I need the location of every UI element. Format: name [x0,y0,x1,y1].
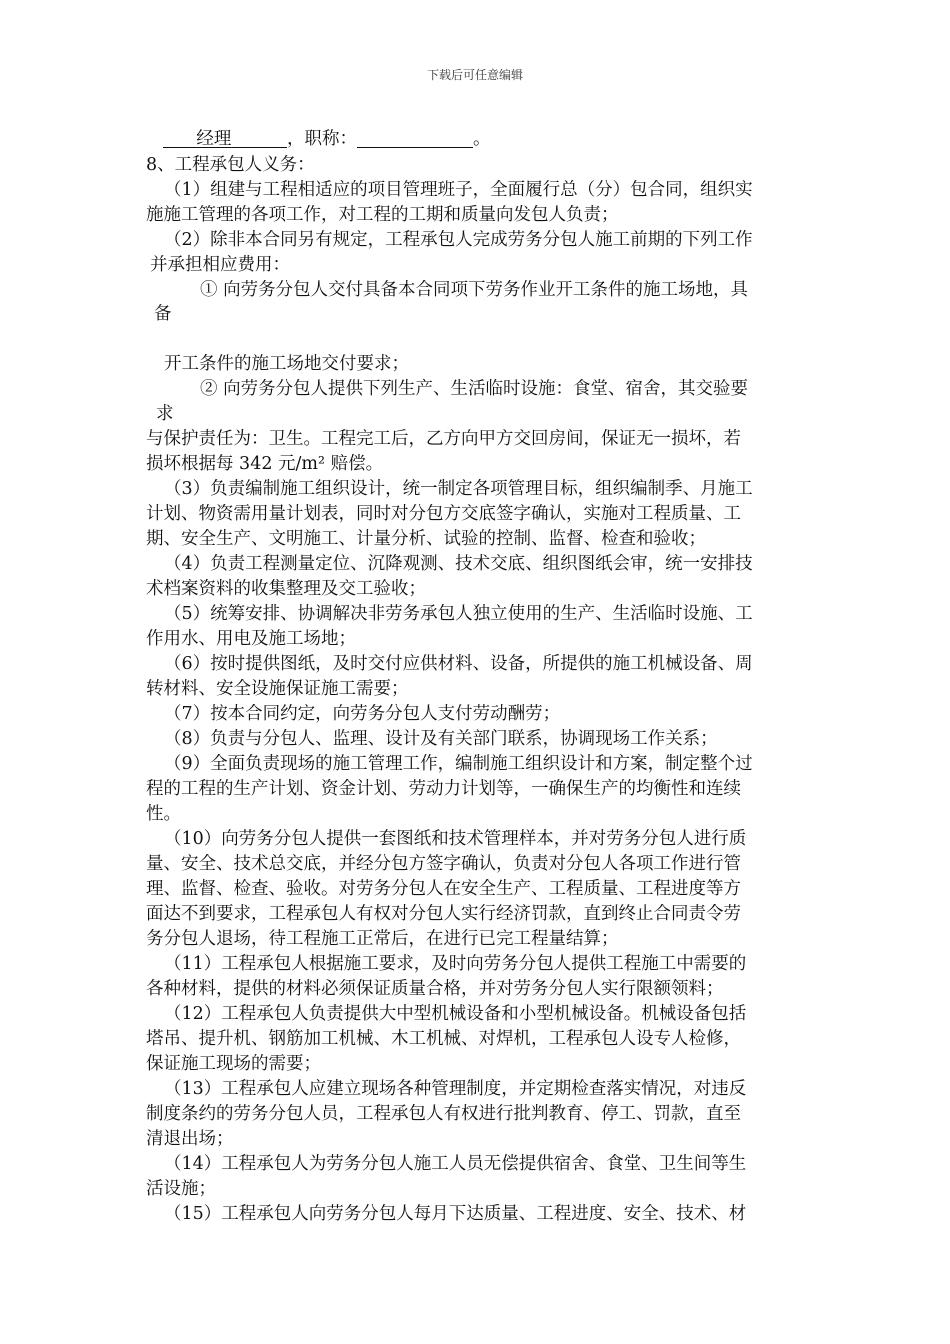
paragraph-line: （4）负责工程测量定位、沉降观测、技术交底、组织图纸会审，统一安排技 [164,554,753,574]
paragraph-line: （8）负责与分包人、监理、设计及有关部门联系，协调现场工作关系； [164,729,718,749]
paragraph-line: 各种材料，提供的材料必须保证质量合格，并对劳务分包人实行限额领料； [146,979,724,999]
paragraph-line: 性。 [146,804,181,824]
paragraph-line: （7）按本合同约定，向劳务分包人支付劳动酬劳； [164,704,561,724]
paragraph-line: 术档案资料的收集整理及交工验收； [146,579,426,599]
paragraph-line: （11）工程承包人根据施工要求，及时向劳务分包人提供工程施工中需要的 [164,954,747,974]
paragraph-line: （5）统筹安排、协调解决非劳务承包人独立使用的生产、生活临时设施、工 [164,604,753,624]
paragraph-line: （9）全面负责现场的施工管理工作，编制施工组织设计和方案，制定整个过 [164,754,753,774]
paragraph-line: 期、安全生产、文明施工、计量分析、试验的控制、监督、检查和验收； [146,529,706,549]
paragraph-line: 求 [156,404,174,424]
paragraph-line: 量、安全、技术总交底，并经分包方签字确认，负责对分包人各项工作进行管 [146,854,741,874]
paragraph-line: 程的工程的生产计划、资金计划、劳动力计划等，一确保生产的均衡性和连续 [146,779,741,799]
paragraph-line: 活设施； [146,1179,216,1199]
paragraph-line: 损坏根据每 342 元/m² 赔偿。 [146,454,384,474]
paragraph-line: 务分包人退场，待工程施工正常后，在进行已完工程量结算； [146,929,619,949]
paragraph-line: 清退出场； [146,1129,234,1149]
paragraph-line: （13）工程承包人应建立现场各种管理制度，并定期检查落实情况，对违反 [164,1079,747,1099]
manager-title-line [163,127,491,151]
paragraph-line: 转材料、安全设施保证施工需要； [146,679,409,699]
paragraph-line: 计划、物资需用量计划表，同时对分包方交底签字确认，实施对工程质量、工 [146,504,741,524]
paragraph-line: 并承担相应费用： [150,255,290,275]
paragraph-line: 保证施工现场的需要； [146,1054,321,1074]
paragraph-line: ② 向劳务分包人提供下列生产、生活临时设施：食堂、宿舍，其交验要 [200,379,749,399]
paragraph-line: （10）向劳务分包人提供一套图纸和技术管理样本，并对劳务分包人进行质 [164,829,747,849]
paragraph-line: 理、监督、检查、验收。对劳务分包人在安全生产、工程质量、工程进度等方 [146,879,741,899]
paragraph-line: 施施工管理的各项工作，对工程的工期和质量向发包人负责； [146,205,619,225]
page-header: 下载后可任意编辑 [426,68,523,82]
title-blank [357,129,473,148]
paragraph-line: 8、工程承包人义务： [146,155,315,175]
paragraph-line: 开工条件的施工场地交付要求； [164,354,409,374]
paragraph-line: 塔吊、提升机、钢筋加工机械、木工机械、对焊机，工程承包人设专人检修， [146,1029,741,1049]
paragraph-line: 面达不到要求，工程承包人有权对分包人实行经济罚款，直到终止合同责令劳 [146,904,741,924]
paragraph-line: 备 [154,304,172,324]
line-end: 。 [473,129,491,149]
paragraph-line: （1）组建与工程相适应的项目管理班子，全面履行总（分）包合同，组织实 [164,180,753,200]
paragraph-line: （3）负责编制施工组织设计，统一制定各项管理目标，组织编制季、月施工 [164,479,753,499]
paragraph-line: 制度条约的劳务分包人员，工程承包人有权进行批判教育、停工、罚款，直至 [146,1104,741,1124]
manager-role-field: 经理 [196,129,232,149]
title-label: ，职称： [287,129,358,149]
paragraph-line: （12）工程承包人负责提供大中型机械设备和小型机械设备。机械设备包括 [164,1004,747,1024]
paragraph-line: （2）除非本合同另有规定，工程承包人完成劳务分包人施工前期的下列工作 [164,230,753,250]
paragraph-line: 与保护责任为：卫生。工程完工后，乙方向甲方交回房间，保证无一损坏，若 [146,429,741,449]
paragraph-line: 作用水、用电及施工场地； [146,629,356,649]
paragraph-line: ① 向劳务分包人交付具备本合同项下劳务作业开工条件的施工场地，具 [200,280,749,300]
paragraph-line: （14）工程承包人为劳务分包人施工人员无偿提供宿舍、食堂、卫生间等生 [164,1154,747,1174]
paragraph-line: （15）工程承包人向劳务分包人每月下达质量、工程进度、安全、技术、材 [164,1204,747,1224]
paragraph-line: （6）按时提供图纸，及时交付应供材料、设备，所提供的施工机械设备、周 [164,654,753,674]
